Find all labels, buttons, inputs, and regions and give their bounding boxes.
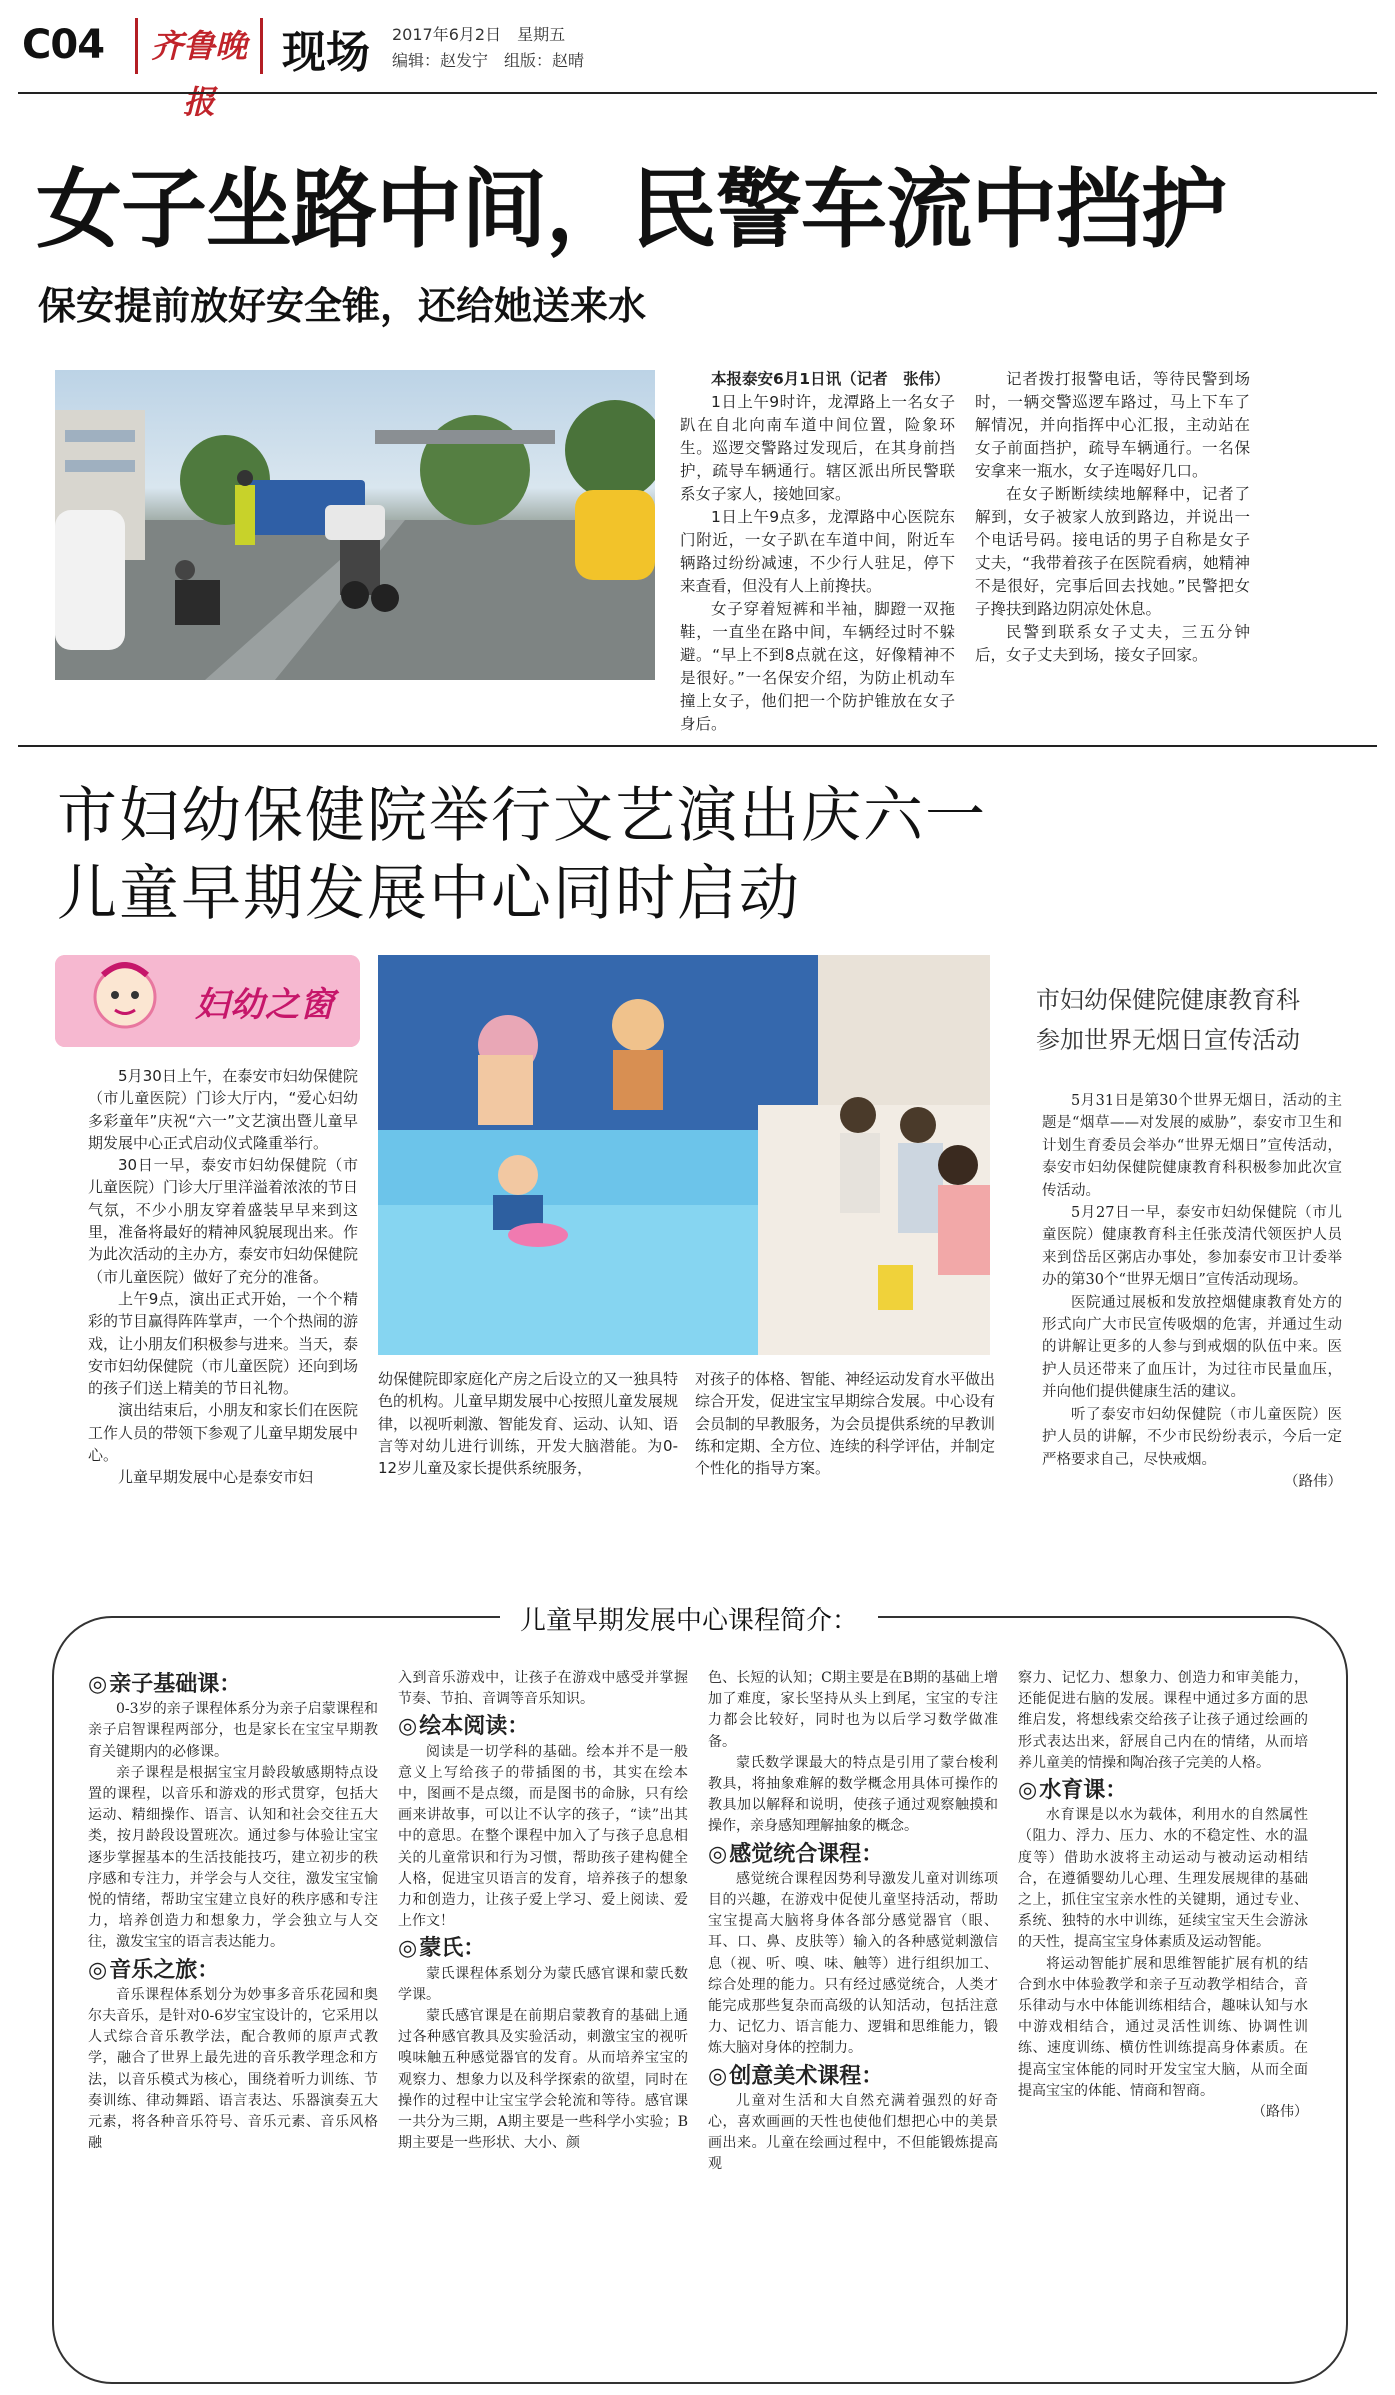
- course-para: 亲子课程是根据宝宝月龄段敏感期特点设置的课程，以音乐和游戏的形式贯穿，包括大运动、精细操作、语言、认知和社会交往五大类，按月龄段设置班次。通过参与体验让宝宝逐步掌握基本的生活技能技巧，建立初步的秩序感和专注力，并学会与人交往，激发宝宝愉悦的情绪，帮助宝宝建立良好的秩序感和专注力，培养创造力和想象力，学会独立与人交往，激发宝宝的语言表达能力。: [88, 1764, 378, 1951]
- story1-para: 民警到联系女子丈夫，三五分钟后，女子丈夫到场，接女子回家。: [975, 623, 1250, 664]
- story2-photo: [378, 955, 990, 1355]
- story3-para: 5月31日是第30个世界无烟日，活动的主题是“烟草——对发展的威胁”，泰安市卫生和计划生育委员会举办“世界无烟日”宣传活动，泰安市妇幼保健院健康教育科积极参加此次宣传活动。: [1042, 1093, 1342, 1199]
- story1-para: 在女子断断续续地解释中，记者了解到，女子被家人放到路边，并说出一个电话号码。接电话的男子自称是女子丈夫，“我带着孩子在医院看病，她精神不是很好，完事后回去找她。”民警把女子搀扶到路边阴凉处休息。: [975, 485, 1250, 618]
- course-title: ◎ 绘本阅读：: [398, 1716, 688, 1737]
- course-title: ◎ 亲子基础课：: [88, 1674, 378, 1695]
- street-scene-image: [55, 370, 655, 680]
- course-para: 儿童对生活和大自然充满着强烈的好奇心，喜欢画画的天性也使他们想把心中的美景画出来。儿童在绘画过程中，不但能锻炼提高观: [708, 2092, 998, 2173]
- newspaper-logo: 齐鲁晚报: [135, 18, 263, 74]
- course-para: 蒙氏课程体系划分为蒙氏感官课和蒙氏数学课。: [398, 1965, 688, 2003]
- section-divider: [18, 745, 1377, 747]
- story1-photo: [55, 370, 655, 680]
- page-number: C04: [22, 22, 105, 68]
- story3-para: 医院通过展板和发放控烟健康教育处方的形式向广大市民宣传吸烟的危害，并通过生动的讲解让更多的人参与到戒烟的队伍中来。医护人员还带来了血压计，为过往市民量血压，并向他们提供健康生活的建议。: [1042, 1294, 1342, 1401]
- course-para: 色、长短的认知；C期主要是在B期的基础上增加了难度，家长坚持从头上到尾，宝宝的专注力都会比较好，同时也为以后学习数学做准备。: [708, 1670, 998, 1750]
- story1-para: 记者拨打报警电话，等待民警到场时，一辆交警巡逻车路过，马上下车了解情况，并向指挥中心汇报，主动站在女子前面挡护，疏导车辆通行。一名保安拿来一瓶水，女子连喝好几口。: [975, 370, 1250, 480]
- course-para: 察力、记忆力、想象力、创造力和审美能力，还能促进右脑的发展。课程中通过多方面的思维启发，将想线索交给孩子让孩子通过绘画的形式表达出来，舒展自己内在的情绪，从而培养儿童美的情操和陶冶孩子完美的人格。: [1018, 1670, 1308, 1771]
- course-para: 音乐课程体系划分为妙事多音乐花园和奥尔夫音乐，是针对0-6岁宝宝设计的，它采用以人式综合音乐教学法，配合教师的原声式教学，融合了世界上最先进的音乐教学理念和方法，以音乐模式为核心，围绕着听力训练、节奏训练、律动舞蹈、语言表达、乐器演奏五大元素，将各种音乐符号、音乐元素、音乐风格融: [88, 1986, 378, 2152]
- story2-para: 演出结束后，小朋友和家长们在医院工作人员的带领下参观了儿童早期发展中心。: [88, 1401, 359, 1465]
- course-para: 水育课是以水为载体，利用水的自然属性（阻力、浮力、压力、水的不稳定性、水的温度等）借助水波将主动运动与被动运动相结合，在遵循婴幼儿心理、生理发展规律的基础之上，抓住宝宝亲水性的关键期，通过专业、系统、独特的水中训练，延续宝宝天生会游泳的天性，提高宝宝身体素质及运动智能。: [1018, 1807, 1308, 1951]
- course-para: 0-3岁的亲子课程体系分为亲子启蒙课程和亲子启智课程两部分，也是家长在宝宝早期教育关键期内的必修课。: [88, 1701, 378, 1760]
- story1-col1: [680, 368, 955, 736]
- story3-para: 听了泰安市妇幼保健院（市儿童医院）医护人员的讲解，不少市民纷纷表示，今后一定严格要求自己，尽快戒烟。: [1042, 1406, 1342, 1468]
- course-col2: [398, 1668, 688, 2154]
- date-line: 2017年6月2日 星期五: [392, 25, 566, 44]
- course-title: ◎ 水育课：: [1018, 1780, 1308, 1801]
- story3-signoff: （路伟）: [1284, 1473, 1342, 1490]
- course-para: 入到音乐游戏中，让孩子在游戏中感受并掌握节奏、节拍、音调等音乐知识。: [398, 1670, 688, 1708]
- story2-para: 对孩子的体格、智能、神经运动发育水平做出综合开发，促进宝宝早期综合发展。中心设有会员制的早教服务，为会员提供系统的早教训练和定期、全方位、连续的科学评估，并制定个性化的指导方案。: [695, 1370, 996, 1478]
- pool-scene-image: [378, 955, 990, 1355]
- story1-col2: [975, 368, 1250, 667]
- section-title: 现场: [282, 27, 370, 78]
- story3-para: 5月27日一早，泰安市妇幼保健院（市儿童医院）健康教育科主任张茂清代领医护人员来到岱岳区粥店办事处，参加泰安市卫计委举办的第30个“世界无烟日”宣传活动现场。: [1042, 1205, 1342, 1289]
- story3-column: [1042, 1090, 1342, 1493]
- story2-para: 上午9点，演出正式开始，一个个精彩的节目赢得阵阵掌声，一个个热闹的游戏，让小朋友们积极参与进来。当天，泰安市妇幼保健院（市儿童医院）还向到场的孩子们送上精美的节日礼物。: [88, 1289, 359, 1398]
- story2-headline-line2: 儿童早期发展中心同时启动: [57, 859, 801, 929]
- editor-line: 编辑：赵发宁 组版：赵晴: [392, 51, 585, 70]
- story2-para: 幼保健院即家庭化产房之后设立的又一独具特色的机构。儿童早期发展中心按照儿童发展规律，以视听刺激、智能发育、运动、认知、语言等对幼儿进行训练，开发大脑潜能。为0-12岁儿童及家长提供系统服务，: [378, 1370, 679, 1478]
- course-title: ◎ 感觉统合课程：: [708, 1844, 998, 1865]
- course-para: 蒙氏感官课是在前期启蒙教育的基础上通过各种感官教具及实验活动，刺激宝宝的视听嗅味触五种感觉器官的发育。从而培养宝宝的观察力、想象力以及科学探索的欲望，同时在操作的过程中让宝宝学会轮流和等待。感官课一共分为三期，A期主要是一些科学小实验；B期主要是一些形状、大小、颜: [398, 2008, 688, 2152]
- course-col4: [1018, 1668, 1308, 2123]
- story1-subhead: 保安提前放好安全锥，还给她送来水: [38, 284, 647, 328]
- course-box-title: 儿童早期发展中心课程简介：: [500, 1600, 878, 1637]
- story3-title-line2: 参加世界无烟日宣传活动: [1036, 1026, 1300, 1054]
- story2-headline-line1: 市妇幼保健院举行文艺演出庆六一: [57, 781, 987, 851]
- story2-para: 30日一早，泰安市妇幼保健院（市儿童医院）门诊大厅里洋溢着浓浓的节日气氛，不少小朋友穿着盛装早早来到这里，准备将最好的精神风貌展现出来。作为此次活动的主办方，泰安市妇幼保健院（市儿童医院）做好了充分的准备。: [88, 1156, 359, 1286]
- course-para: 蒙氏数学课最大的特点是引用了蒙台梭利教具，将抽象难解的数学概念用具体可操作的教具加以解释和说明，使孩子通过观察触摸和操作，亲身感知理解抽象的概念。: [708, 1754, 998, 1835]
- story3-title-line1: 市妇幼保健院健康教育科: [1036, 986, 1300, 1014]
- story2-col-mid2: [695, 1368, 995, 1479]
- course-para: 将运动智能扩展和思维智能扩展有机的结合到水中体验教学和亲子互动教学相结合，音乐律动与水中体能训练相结合，趣味认知与水中游戏相结合，通过灵活性训练、协调性训练、速度训练、横仿性训练提高身体素质。在提高宝宝体能的同时开发宝宝大脑，从而全面提高宝宝的体能、情商和智商。: [1018, 1955, 1308, 2099]
- story2-para: 儿童早期发展中心是泰安市妇: [118, 1468, 314, 1487]
- story1-para: 1日上午9时许，龙潭路上一名女子趴在自北向南车道中间位置，险象环生。巡逻交警路过发现后，在其身前挡护，疏导车辆通行。辖区派出所民警联系女子家人，接她回家。: [680, 393, 955, 503]
- course-col1: [88, 1668, 378, 2154]
- story1-para: 1日上午9点多，龙潭路中心医院东门附近，一女子趴在车道中间，附近车辆路过纷纷减速，不少行人驻足，停下来查看，但没有人上前搀扶。: [680, 508, 955, 595]
- course-signoff: （路伟）: [1252, 2104, 1308, 2121]
- story2-para: 5月30日上午，在泰安市妇幼保健院（市儿童医院）门诊大厅内，“爱心妇幼 多彩童年”庆祝“六一”文艺演出暨儿童早期发展中心正式启动仪式隆重举行。: [88, 1067, 374, 1152]
- header-rule: [18, 92, 1377, 94]
- course-para: 阅读是一切学科的基础。绘本并不是一般意义上写给孩子的带插图的书，其实在绘本中，图画不是点缀，而是图书的命脉，只有绘画来讲故事，可以让不认字的孩子，“读”出其中的意思。在整个课程中加入了与孩子息息相关的儿童常识和行为习惯，帮助孩子建构健全人格，促进宝贝语言的发育，培养孩子的想象力和创造力，让孩子爱上学习、爱上阅读、爱上作文！: [398, 1743, 688, 1930]
- story1-byline: 本报泰安6月1日讯（记者 张伟）: [711, 370, 950, 388]
- course-title: ◎ 创意美术课程：: [708, 2066, 998, 2087]
- course-col3: [708, 1668, 998, 2176]
- badge-text: 妇幼之窗: [195, 985, 335, 1025]
- course-para: 感觉统合课程因势利导激发儿童对训练项目的兴趣，在游戏中促使儿童坚持活动，帮助宝宝提高大脑将身体各部分感觉器官（眼、耳、口、鼻、皮肤等）输入的各种感觉刺激信息（视、听、嗅、味、触等）进行组织加工、综合处理的能力。只有经过感觉统合，人类才能完成那些复杂而高级的认知活动，包括注意力、记忆力、语言能力、逻辑和思维能力，锻炼大脑对身体的控制力。: [708, 1870, 998, 2057]
- story2-col-left: [88, 1065, 374, 1489]
- story1-headline: 女子坐路中间，民警车流中挡护: [36, 160, 1226, 260]
- story2-col-mid1: [378, 1368, 678, 1479]
- course-title: ◎ 音乐之旅：: [88, 1960, 378, 1981]
- story1-para: 女子穿着短裤和半袖，脚蹬一双拖鞋，一直坐在路中间，车辆经过时不躲避。“早上不到8点就在这，好像精神不是很好。”一名保安介绍，为防止机动车撞上女子，他们把一个防护锥放在女子身后。: [680, 600, 955, 733]
- column-badge: [55, 955, 360, 1047]
- course-title: ◎ 蒙氏：: [398, 1938, 688, 1959]
